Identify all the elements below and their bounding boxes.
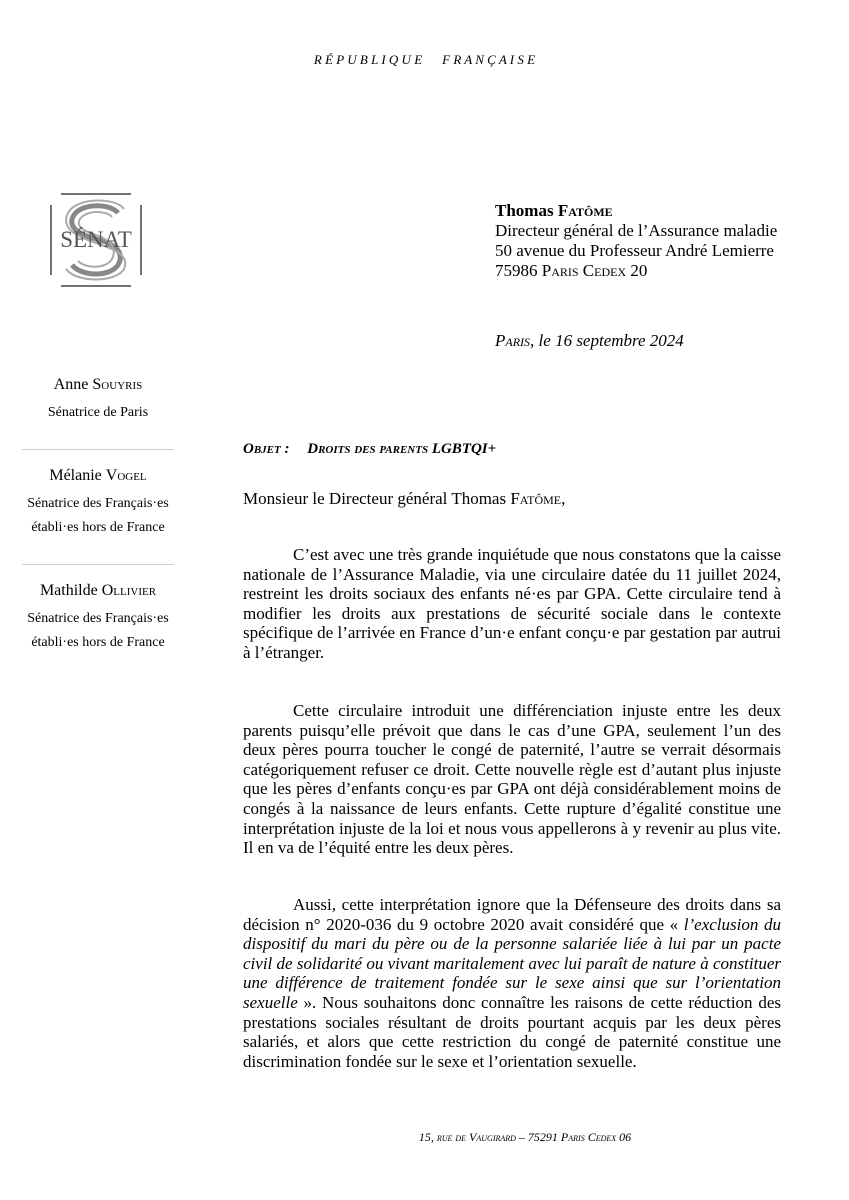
subject-text: Droits des parents — [307, 441, 429, 457]
subject-suffix: LGBTQI+ — [431, 441, 497, 457]
senator-first-name: Anne — [53, 376, 89, 393]
paragraph-text — [243, 895, 781, 1071]
paragraph-text: Cette circulaire introduit une différenciation injuste entre les deux parents puisqu’elle prévoit que dans le cas d’une GPA, seulement l’un des deux pères pourra toucher le congé de paternité, l’autre se verrait désormais catégoriquement refuser ce droit. Cette nouvelle règle est d’autant plus injuste que les pères d’enfants conçu·es par GPA ont déjà considérablement moins de congés à la naissance de leurs enfants. Cette rupture d’égalité constitue une interprétation injuste de la loi et nous vous appellerons à y revenir au plus vite. Il en va de l’équité entre les deux pères. — [243, 701, 781, 858]
paragraph-text: C’est avec une très grande inquiétude que nous constatons que la caisse nationale de l’Assurance Maladie, via une circulaire datée du 11 juillet 2024, restreint les droits sociaux des enfants né·es par GPA. Cette circulaire tend à modifier les droits aux prestations de sécurité sociale dans le contexte spécifique de l’arrivée en France d’un·e enfant conçu·e par gestation par autrui à l’étranger. — [243, 545, 781, 662]
recipient-name — [495, 201, 777, 221]
header-republique: R É P U B L I Q U E — [313, 52, 423, 67]
recipient-title: Directeur général de l’Assurance maladie — [495, 221, 778, 240]
senator-last-name: Souyris — [92, 376, 143, 393]
senator-role: Sénatrice de Paris — [47, 405, 149, 420]
senators-sidebar — [22, 375, 174, 665]
recipient-city-line — [495, 261, 777, 281]
senator-role-line: établi·es hors de France — [31, 520, 165, 535]
header-francaise: F R A N Ç A I S E — [442, 52, 536, 67]
senator-role-line: Sénatrice des Français·es — [27, 611, 169, 626]
republique-francaise-header — [0, 52, 849, 68]
date-city: Paris — [495, 331, 531, 350]
paragraph-2 — [243, 701, 781, 858]
recipient-first-name: Thomas — [495, 201, 554, 220]
senator-name — [22, 581, 174, 601]
salutation-lead: Monsieur le Directeur général Thomas — [243, 489, 507, 508]
paragraph-1 — [243, 545, 781, 663]
salutation-name: Fatôme — [510, 489, 562, 508]
senator-first-name: Mathilde — [39, 582, 98, 599]
paragraph-3-quote: l’exclusion du dispositif du mari du père ou de la personne salariée liée à lui par un pacte civil de solidarité ou vivant maritalement avec lui paraît de nature à constituer une différence de traitement fondée sur le sexe ainsi que sur l’orientation sexuelle — [243, 914, 781, 1012]
senator-role-line: Sénatrice des Français·es — [27, 496, 169, 511]
letter-subject — [243, 441, 496, 458]
recipient-postcode: 75986 — [495, 261, 538, 280]
recipient-cedex-no: 20 — [630, 261, 648, 280]
letter-date — [495, 331, 684, 351]
senator-last-name: Vogel — [105, 467, 147, 484]
salutation — [243, 489, 565, 509]
paragraph-3-start: Aussi, cette interprétation ignore que la Défenseure des droits dans sa décision n° 2020-036 du 9 octobre 2020 avait considéré que « — [243, 895, 781, 934]
paragraph-3-end: ». Nous souhaitons donc connaître les raisons de cette réduction des prestations sociales résultant de droits pourtant acquis par les deux pères salariés, et alors que cette restriction du congé de paternité constitue une discrimination fondée sur le sexe et l’orientation sexuelle. — [243, 992, 781, 1071]
senat-seal-icon — [50, 193, 142, 287]
senator-last-name: Ollivier — [101, 582, 157, 599]
salutation-trail: , — [561, 489, 566, 508]
senator-role-line: établi·es hors de France — [31, 635, 165, 650]
senator-block — [22, 581, 174, 665]
recipient-last-name: Fatôme — [557, 201, 613, 220]
senator-block — [22, 375, 174, 435]
senat-logo — [50, 193, 142, 287]
senator-name — [22, 375, 174, 395]
senator-role — [22, 492, 174, 540]
paragraph-3 — [243, 895, 781, 1071]
recipient-city: Paris Cedex — [541, 261, 627, 280]
sidebar-divider — [22, 564, 174, 565]
senator-block — [22, 466, 174, 550]
senator-first-name: Mélanie — [49, 467, 102, 484]
senator-role — [22, 607, 174, 655]
footer-address — [0, 1130, 849, 1145]
recipient-address — [495, 201, 777, 281]
senator-name — [22, 466, 174, 486]
date-rest: , le 16 septembre 2024 — [530, 331, 684, 350]
subject-label: Objet : — [243, 441, 290, 457]
seal-label: SÉNAT — [60, 227, 132, 252]
sidebar-divider — [22, 449, 174, 450]
recipient-street: 50 avenue du Professeur André Lemierre — [495, 241, 774, 260]
footer-address-text: 15, rue de Vaugirard – 75291 Paris Cedex 06 — [418, 1130, 632, 1144]
